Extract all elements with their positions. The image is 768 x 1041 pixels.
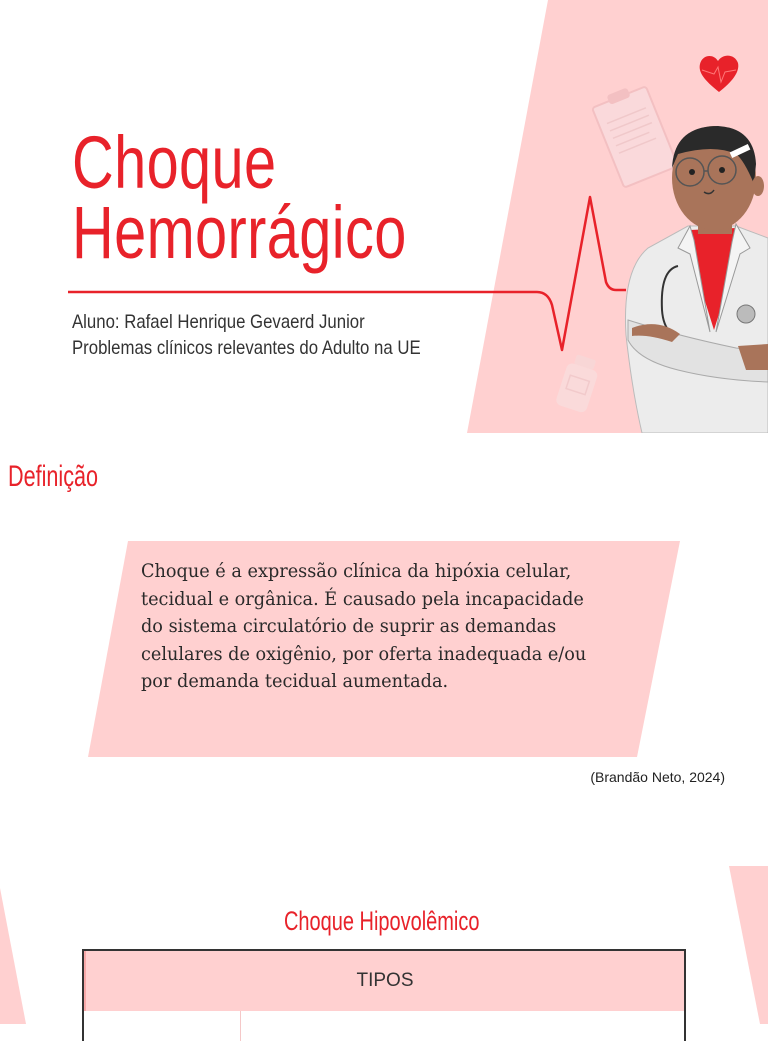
title-line-1: Choque xyxy=(72,121,277,204)
heart-icon xyxy=(696,52,742,94)
citation: (Brandão Neto, 2024) xyxy=(590,769,725,785)
student-name: Aluno: Rafael Henrique Gevaerd Junior xyxy=(72,311,365,333)
table-header-label: TIPOS xyxy=(356,970,414,991)
column-divider xyxy=(240,1011,241,1041)
page-title xyxy=(72,121,407,274)
medicine-bottle-icon xyxy=(552,352,604,416)
decorative-pink-shape-left xyxy=(0,880,40,1024)
types-table xyxy=(82,949,686,1041)
definition-heading: Definição xyxy=(8,460,99,493)
definition-text: Choque é a expressão clínica da hipóxia celular, tecidual e orgânica. É causado pela incapacidade do sistema circulatório de suprir as demandas celulares de oxigênio, por oferta inadequada e/ou por demanda tecidual aumentada. xyxy=(141,560,587,692)
hypovolemic-heading: Choque Hipovolêmico xyxy=(284,906,480,936)
title-line-2: Hemorrágico xyxy=(72,191,407,274)
table-header xyxy=(84,951,684,1011)
table-row xyxy=(84,1011,684,1041)
doctor-illustration xyxy=(618,120,768,433)
subtitle xyxy=(72,309,421,361)
course-name: Problemas clínicos relevantes do Adulto na UE xyxy=(72,337,421,359)
decorative-pink-shape-right xyxy=(720,866,768,1024)
